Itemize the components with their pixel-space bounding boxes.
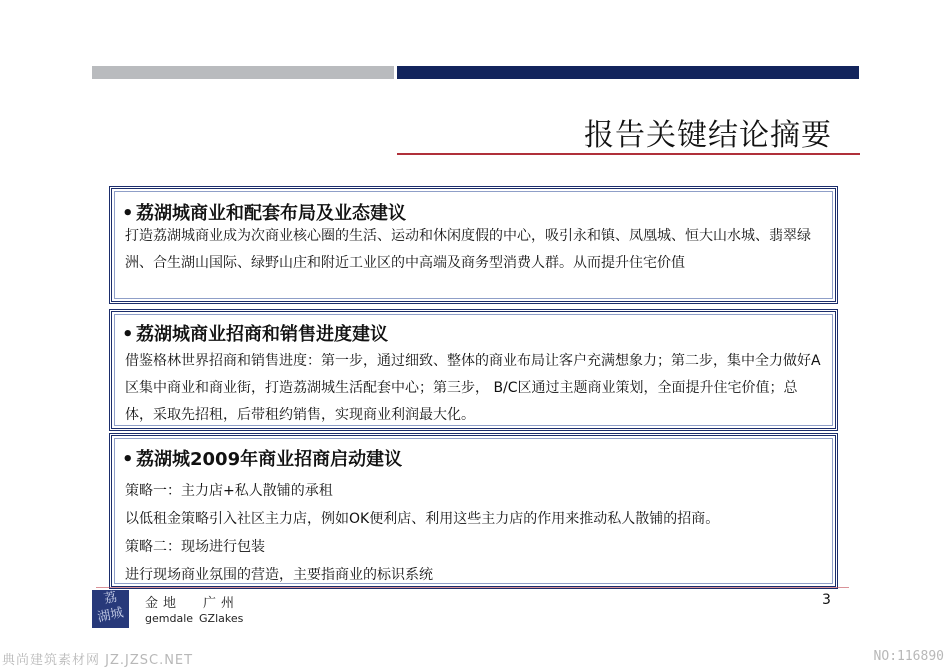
section-heading [122, 199, 406, 225]
section-box-2009-launch [109, 433, 838, 589]
bullet-icon: • [122, 203, 134, 224]
section-heading [122, 445, 402, 471]
page-number: 3 [822, 592, 831, 608]
header-navy-bar [397, 66, 859, 79]
section-box-layout [109, 186, 838, 304]
section-body: 借鉴格林世界招商和销售进度：第一步，通过细致、整体的商业布局让客户充满想象力；第二步，集中全力做好A区集中商业和商业街，打造荔湖城生活配套中心；第三步， B/C区通过主题商业策划，全面提升住宅价值；总体，采取先招租，后带租约销售，实现商业利润最大化。 [125, 353, 821, 423]
section-heading-text: 荔湖城商业招商和销售进度建议 [136, 324, 388, 345]
title-underline [397, 153, 860, 155]
logo-text-1: 荔 [102, 589, 119, 608]
watermark-site: 典尚建筑素材网 JZ.JZSC.NET [2, 653, 194, 668]
section-heading [122, 320, 388, 346]
section-body [125, 477, 825, 589]
logo-text-2: 湖城 [96, 605, 125, 626]
brand-name-en: gemdale [145, 612, 194, 625]
watermark-id: NO:116890 [873, 649, 944, 664]
brand-city-cn: 广州 [203, 596, 240, 611]
section-box-leasing [109, 309, 838, 431]
strategy-line: 策略一：主力店+私人散铺的承租 [125, 483, 333, 499]
bullet-icon: • [122, 324, 134, 345]
header-gray-bar [92, 66, 394, 79]
section-heading-text: 荔湖城2009年商业招商启动建议 [136, 449, 403, 470]
brand-chinese [145, 592, 239, 611]
strategy-line: 策略二：现场进行包装 [125, 539, 265, 555]
footer-rule [96, 587, 849, 588]
strategy-line: 以低租金策略引入社区主力店，例如OK便利店、利用这些主力店的作用来推动私人散铺的招商。 [125, 511, 720, 527]
strategy-line: 进行现场商业氛围的营造，主要指商业的标识系统 [125, 567, 433, 583]
brand-name-cn: 金地 [145, 596, 182, 611]
slide-title: 报告关键结论摘要 [584, 118, 832, 153]
section-body: 打造荔湖城商业成为次商业核心圈的生活、运动和休闲度假的中心，吸引永和镇、凤凰城、恒大山水城、翡翠绿洲、合生湖山国际、绿野山庄和附近工业区的中高端及商务型消费人群。从而提升住宅价值 [125, 228, 811, 271]
brand-city-en: GZlakes [199, 612, 244, 625]
brand-english [145, 612, 243, 625]
bullet-icon: • [122, 449, 134, 470]
brand-logo [92, 590, 129, 628]
section-heading-text: 荔湖城商业和配套布局及业态建议 [136, 203, 406, 224]
